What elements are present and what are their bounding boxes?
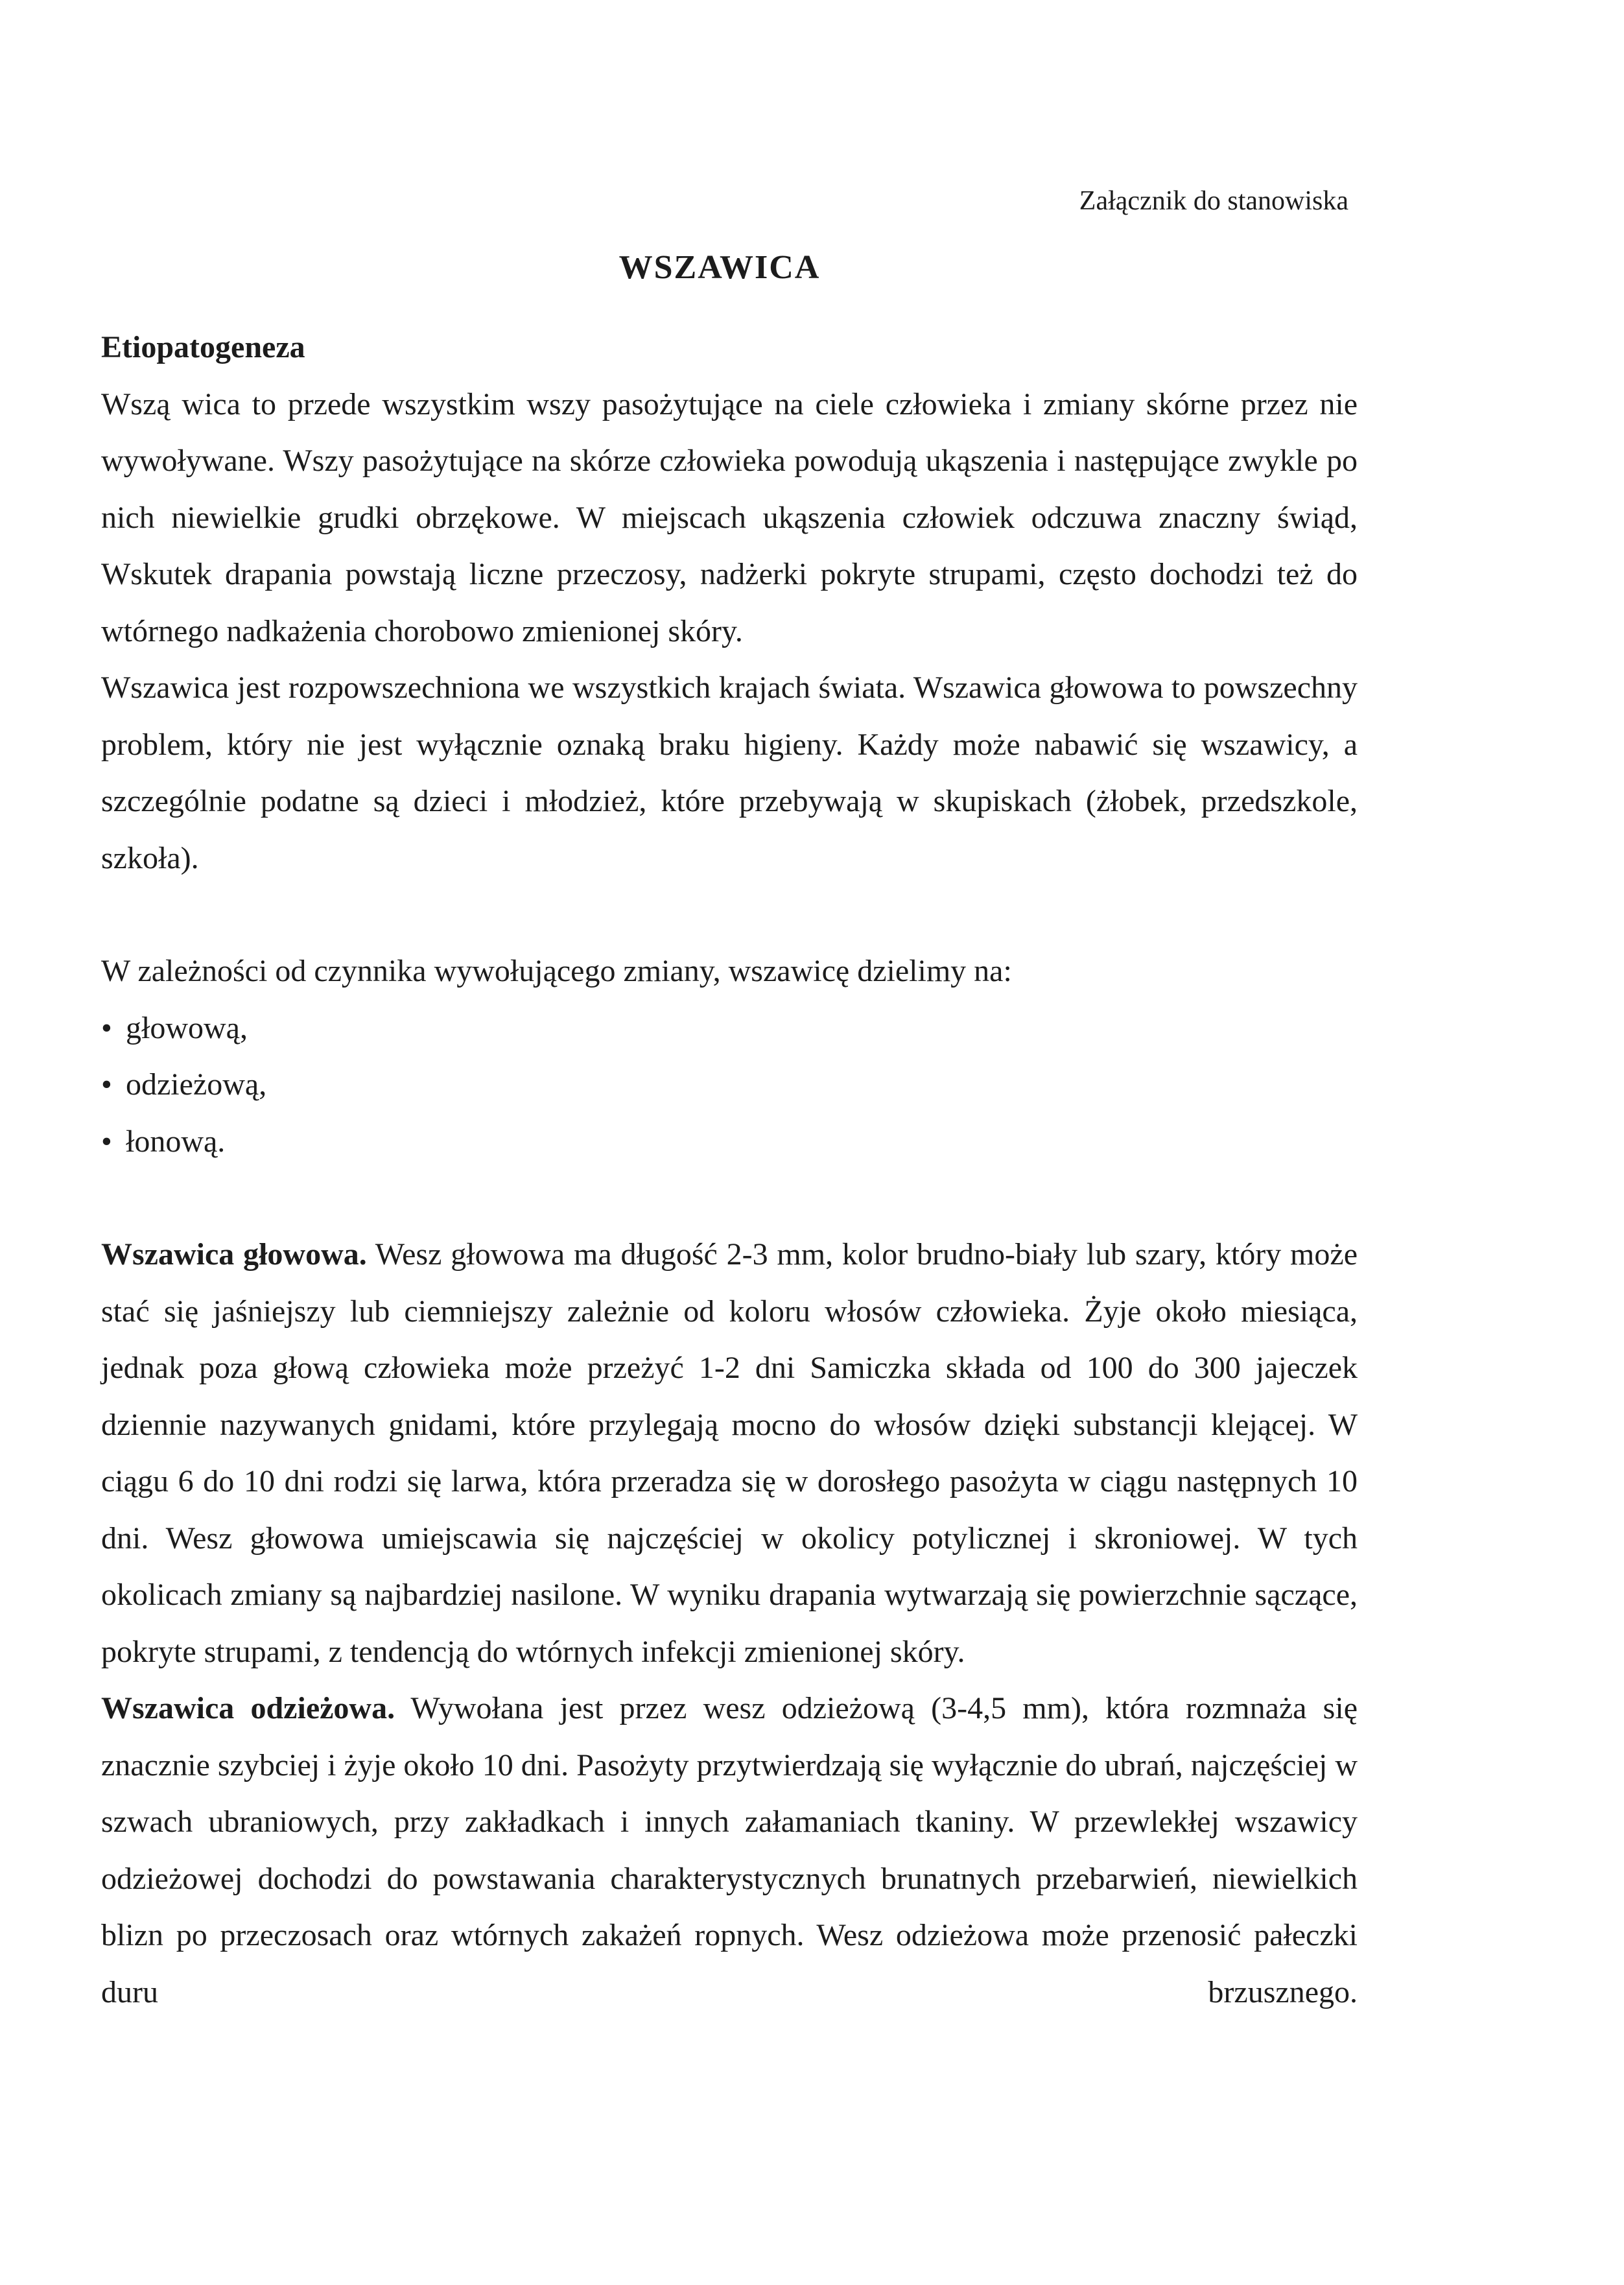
document-body [101, 319, 1358, 2020]
spacer [101, 886, 1358, 943]
term-wszawica-glowowa: Wszawica głowowa. [101, 1237, 367, 1272]
document-title: WSZAWICA [618, 249, 821, 286]
section-heading-etiopatogeneza: Etiopatogeneza [101, 330, 305, 364]
bullet-icon: • [101, 1124, 112, 1159]
annex-label: Załącznik do stanowiska [1079, 186, 1348, 216]
list-item-label: głowową, [126, 1010, 248, 1045]
bullet-icon: • [101, 1010, 112, 1045]
paragraph-wszawica-odziezowa [101, 1680, 1358, 2020]
types-list [101, 1000, 1358, 1170]
paragraph-wszawica-glowowa [101, 1226, 1358, 1680]
list-item [101, 1056, 1358, 1113]
types-intro: W zależności od czynnika wywołującego zmiany, wszawicę dzielimy na: [101, 954, 1012, 988]
description-wszawica-glowowa: Wesz głowowa ma długość 2-3 mm, kolor brudno-biały lub szary, który może stać się jaśniejszy lub ciemniejszy zależnie od koloru włosów człowieka. Żyje około miesiąca, jednak poza głową człowieka może przeżyć 1-2 dni Samiczka składa od 100 do 300 jajeczek dziennie nazywanych gnidami, które przylegają mocno do włosów dzięki substancji klejącej. W ciągu 6 do 10 dni rodzi się larwa, która przeradza się w dorosłego pasożyta w ciągu następnych 10 dni. Wesz głowowa umiejscawia się najczęściej w okolicy potylicznej i skroniowej. W tych okolicach zmiany są najbardziej nasilone. W wyniku drapania wytwarzają się powierzchnie sączące, pokryte strupami, z tendencją do wtórnych infekcji zmienionej skóry. [101, 1237, 1358, 1669]
list-item-label: łonową. [126, 1124, 226, 1159]
bullet-icon: • [101, 1067, 112, 1102]
list-item [101, 1113, 1358, 1170]
description-wszawica-odziezowa: Wywołana jest przez wesz odzieżową (3-4,5 mm), która rozmnaża się znacznie szybciej i żyje około 10 dni. Pasożyty przytwierdzają się wyłącznie do ubrań, najczęściej w szwach ubraniowych, przy zakładkach i innych załamaniach tkaniny. W przewlekłej wszawicy odzieżowej dochodzi do powstawania charakterystycznych brunatnych przebarwień, niewielkich blizn po przeczosach oraz wtórnych zakażeń ropnych. Wesz odzieżowa może przenosić pałeczki duru brzusznego. [101, 1691, 1358, 2009]
paragraph-etiopatogeneza-2: Wszawica jest rozpowszechniona we wszystkich krajach świata. Wszawica głowowa to powszechny problem, który nie jest wyłącznie oznaką braku higieny. Każdy może nabawić się wszawicy, a szczególnie podatne są dzieci i młodzież, które przebywają w skupiskach (żłobek, przedszkole, szkoła). [101, 670, 1358, 875]
list-item [101, 1000, 1358, 1057]
spacer [101, 1170, 1358, 1226]
paragraph-etiopatogeneza-1: Wszą wica to przede wszystkim wszy pasożytujące na ciele człowieka i zmiany skórne przez nie wywoływane. Wszy pasożytujące na skórze człowieka powodują ukąszenia i następujące zwykle po nich niewielkie grudki obrzękowe. W miejscach ukąszenia człowiek odczuwa znaczny świąd, Wskutek drapania powstają liczne przeczosy, nadżerki pokryte strupami, często dochodzi też do wtórnego nadkażenia chorobowo zmienionej skóry. [101, 386, 1358, 648]
list-item-label: odzieżową, [126, 1067, 267, 1102]
term-wszawica-odziezowa: Wszawica odzieżowa. [101, 1691, 395, 1725]
